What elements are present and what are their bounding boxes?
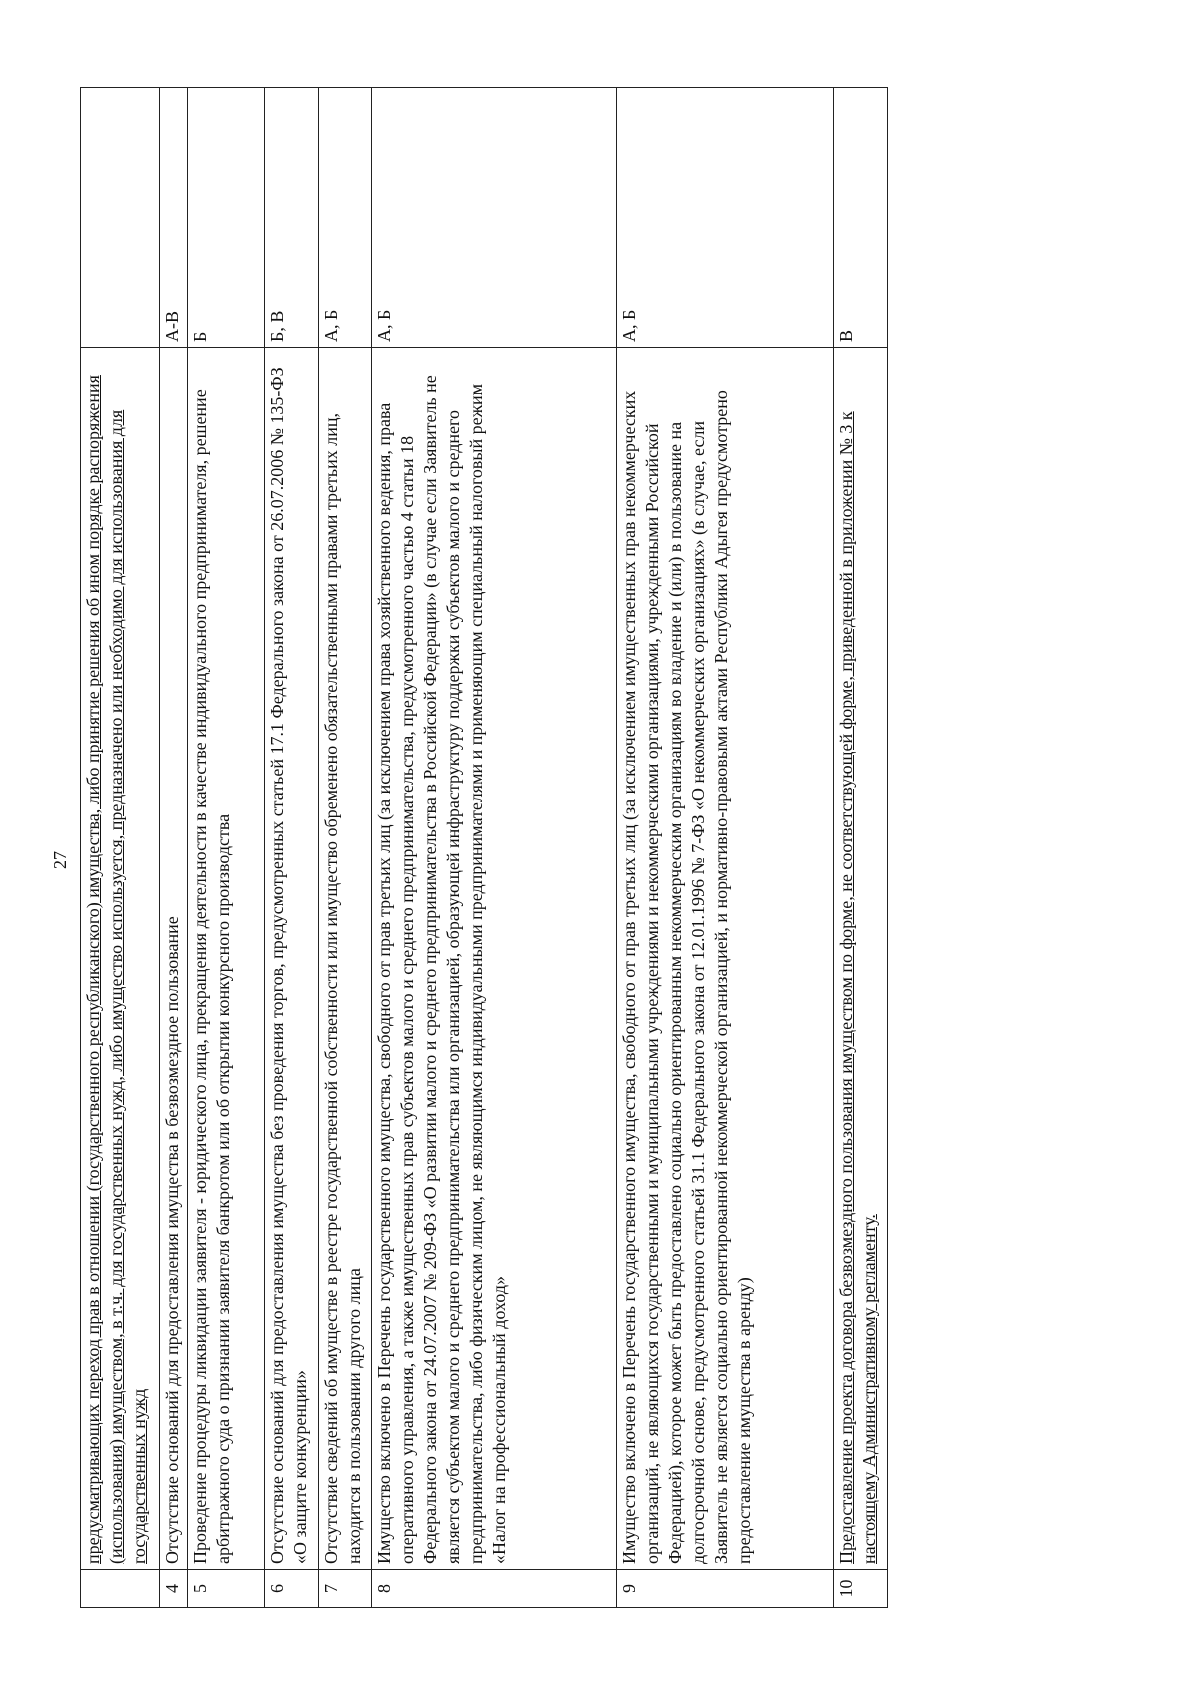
row-description: Имущество включено в Перечень государственного имущества, свободного от прав третьих лиц (за исключением имущественных прав некоммерческих организаций, не являющихся государственными и муниципальными учреждениями и некоммерческими организациями, учрежденными Российской Федерацией), которое может быть предоставлено социально ориентированным некоммерческим организациям во владение и (или) в пользование на долгосрочной основе, предусмотренного статьей 31.1 Федерального закона от 12.01.1996 № 7-ФЗ «О некоммерческих организациях» (в случае, если Заявитель не является социально ориентированной некоммерческой организацией, и нормативно-правовыми актами Республики Адыгея предусмотрено предоставление имущества в аренду) [617, 348, 834, 1570]
row-description: Отсутствие оснований для предоставления имущества без проведения торгов, предусмотренных статьей 17.1 Федерального закона от 26.07.2006 № 135-ФЗ «О защите конкуренции» [264, 348, 318, 1570]
table-row [159, 88, 187, 1608]
row-category: А, Б [318, 88, 372, 348]
row-number-cell: 4 [159, 1570, 187, 1608]
table-row [834, 88, 888, 1608]
row-number-cell: 8 [372, 1570, 617, 1608]
row-number-cell: 6 [264, 1570, 318, 1608]
page-number: 27 [50, 851, 70, 869]
row-number-cell: 7 [318, 1570, 372, 1608]
table-row [264, 88, 318, 1608]
row-category: Б, В [264, 88, 318, 348]
refusal-grounds-table [80, 87, 888, 1608]
row-description: Предоставление проекта договора безвозмездного пользования имуществом по форме, не соответствующей форме, приведенной в приложении № 3 к настоящему Административному регламенту. [834, 348, 888, 1570]
table-row [617, 88, 834, 1608]
row-description: Отсутствие оснований для предоставления имущества в безвозмездное пользование [159, 348, 187, 1570]
row-description: Имущество включено в Перечень государственного имущества, свободного от прав третьих лиц (за исключением права хозяйственного ведения, права оперативного управления, а также имущественных прав субъектов малого и среднего предпринимательства, предусмотренного частью 4 статьи 18 Федерального закона от 24.07.2007 № 209-ФЗ «О развитии малого и среднего предпринимательства в Российской Федерации» (в случае если Заявитель не является субъектом малого и среднего предпринимательства или организацией, образующей инфраструктуру поддержки субъектов малого и среднего предпринимательства, либо физическим лицом, не являющимся индивидуальными предпринимателями и применяющим специальный налоговый режим «Налог на профессиональный доход» [372, 348, 617, 1570]
row-number-cell [81, 1570, 160, 1608]
row-category: В [834, 88, 888, 348]
row-category: А, Б [372, 88, 617, 348]
row-description: Проведение процедуры ликвидации заявителя - юридического лица, прекращения деятельности в качестве индивидуального предпринимателя, решение арбитражного суда о признании заявителя банкротом или об открытии конкурсного производства [188, 348, 265, 1570]
row-description: предусматривающих переход прав в отношении (государственного республиканского) имущества, либо принятие решения об ином порядке распоряжения (использования) имуществом, в т.ч. для государственных нужд, либо имущество используется, предназначено или необходимо для использования для государственных нужд [81, 348, 160, 1570]
table-row [188, 88, 265, 1608]
rotated-page-content [80, 88, 888, 1608]
row-number-cell: 9 [617, 1570, 834, 1608]
table-row [372, 88, 617, 1608]
table-row [318, 88, 372, 1608]
row-category [81, 88, 160, 348]
table-row-continuation [81, 88, 160, 1608]
row-number-cell: 5 [188, 1570, 265, 1608]
row-description: Отсутствие сведений об имуществе в реестре государственной собственности или имущество обременено обязательственными правами третьих лиц, находится в пользовании другого лица [318, 348, 372, 1570]
row-category: Б [188, 88, 265, 348]
row-category: А, Б [617, 88, 834, 348]
row-category: А-В [159, 88, 187, 348]
row-number-cell: 10 [834, 1570, 888, 1608]
